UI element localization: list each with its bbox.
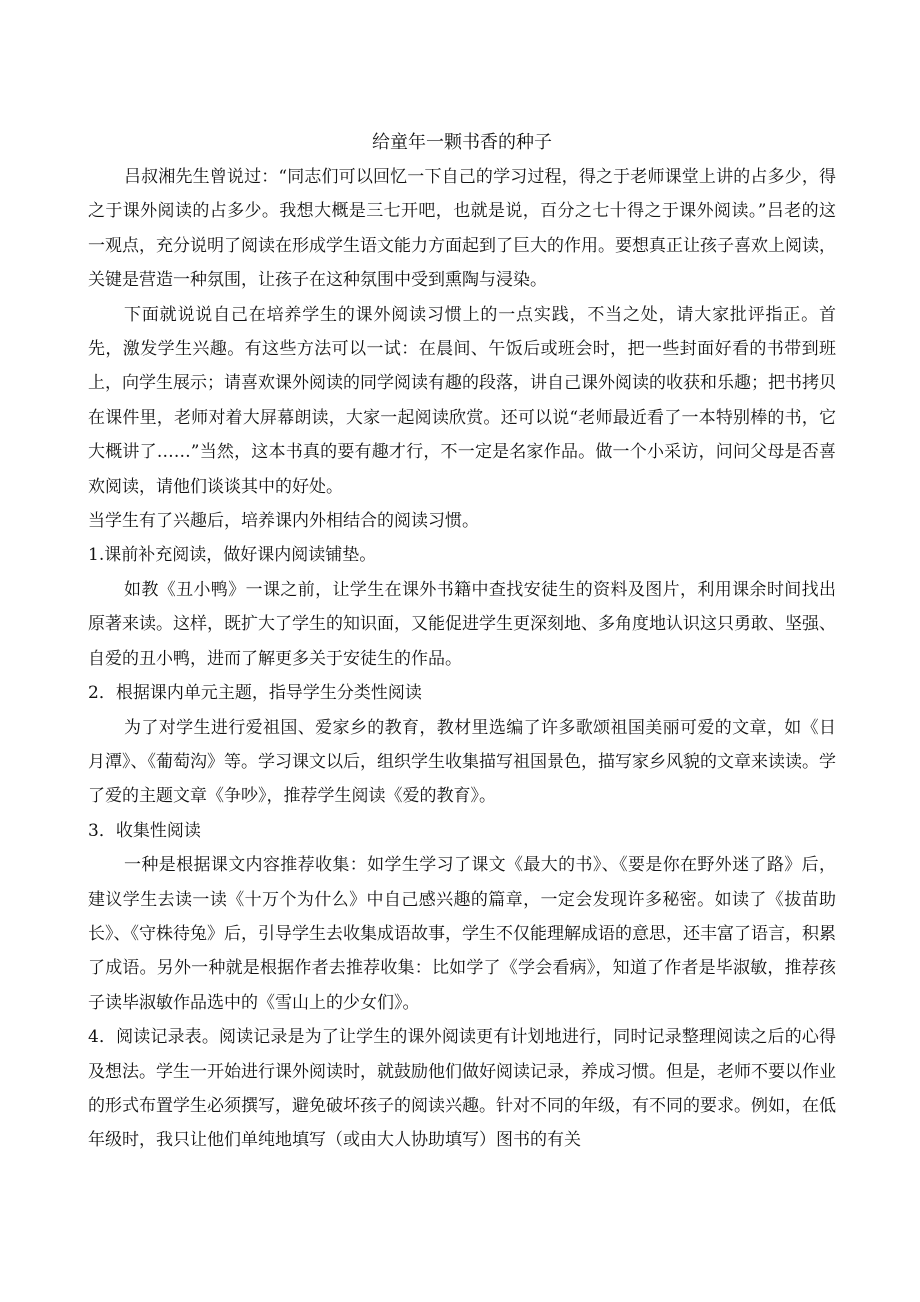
section-heading: 3．收集性阅读 — [88, 820, 201, 841]
section-heading: 1.课前补充阅读，做好课内阅读铺垫。 — [88, 545, 377, 566]
document-page — [88, 126, 836, 1158]
section-heading: 2．根据课内单元主题，指导学生分类性阅读 — [88, 683, 422, 704]
document-body — [88, 160, 836, 1158]
paragraph: 吕叔湘先生曾说过：“同志们可以回忆一下自己的学习过程，得之于老师课堂上讲的占多少，得之于课外阅读的占多少。我想大概是三七开吧，也就是说，百分之七十得之于课外阅读。”吕老的这一观点，充分说明了阅读在形成学生语文能力方面起到了巨大的作用。要想真正让孩子喜欢上阅读，关键是营造一种氛围，让孩子在这种氛围中受到熏陶与浸染。 — [88, 167, 836, 291]
paragraph: 为了对学生进行爱祖国、爱家乡的教育，教材里选编了许多歌颂祖国美丽可爱的文章，如《日月潭》、《葡萄沟》等。学习课文以后，组织学生收集描写祖国景色，描写家乡风貌的文章来读读。学了爱的主题文章《争吵》，推荐学生阅读《爱的教育》。 — [88, 717, 836, 807]
paragraph: 下面就说说自己在培养学生的课外阅读习惯上的一点实践，不当之处，请大家批评指正。首先，激发学生兴趣。有这些方法可以一试：在晨间、午饭后或班会时，把一些封面好看的书带到班上，向学生展示；请喜欢课外阅读的同学阅读有趣的段落，讲自己课外阅读的收获和乐趣；把书拷贝在课件里，老师对着大屏幕朗读，大家一起阅读欣赏。还可以说“老师最近看了一本特别棒的书，它大概讲了……”当然，这本书真的要有趣才行，不一定是名家作品。做一个小采访，问问父母是否喜欢阅读，请他们谈谈其中的好处。 — [88, 304, 836, 497]
paragraph: 如教《丑小鸭》一课之前，让学生在课外书籍中查找安徒生的资料及图片，利用课余时间找出原著来读。这样，既扩大了学生的知识面，又能促进学生更深刻地、多角度地认识这只勇敢、坚强、自爱的丑小鸭，进而了解更多关于安徒生的作品。 — [88, 579, 836, 669]
document-title: 给童年一颗书香的种子 — [372, 132, 552, 153]
paragraph: 4．阅读记录表。阅读记录是为了让学生的课外阅读更有计划地进行，同时记录整理阅读之后的心得及想法。学生一开始进行课外阅读时，就鼓励他们做好阅读记录，养成习惯。但是，老师不要以作业的形式布置学生必须撰写，避免破坏孩子的阅读兴趣。针对不同的年级，有不同的要求。例如，在低年级时，我只让他们单纯地填写（或由大人协助填写）图书的有关 — [88, 1027, 836, 1151]
paragraph: 当学生有了兴趣后，培养课内外相结合的阅读习惯。 — [88, 511, 479, 532]
paragraph: 一种是根据课文内容推荐收集：如学生学习了课文《最大的书》、《要是你在野外迷了路》后，建议学生去读一读《十万个为什么》中自己感兴趣的篇章，一定会发现许多秘密。如读了《拔苗助长》、《守株待兔》后，引导学生去收集成语故事，学生不仅能理解成语的意思，还丰富了语言，积累了成语。另外一种就是根据作者去推荐收集：比如学了《学会看病》，知道了作者是毕淑敏，推荐孩子读毕淑敏作品选中的《雪山上的少女们》。 — [88, 855, 836, 1013]
